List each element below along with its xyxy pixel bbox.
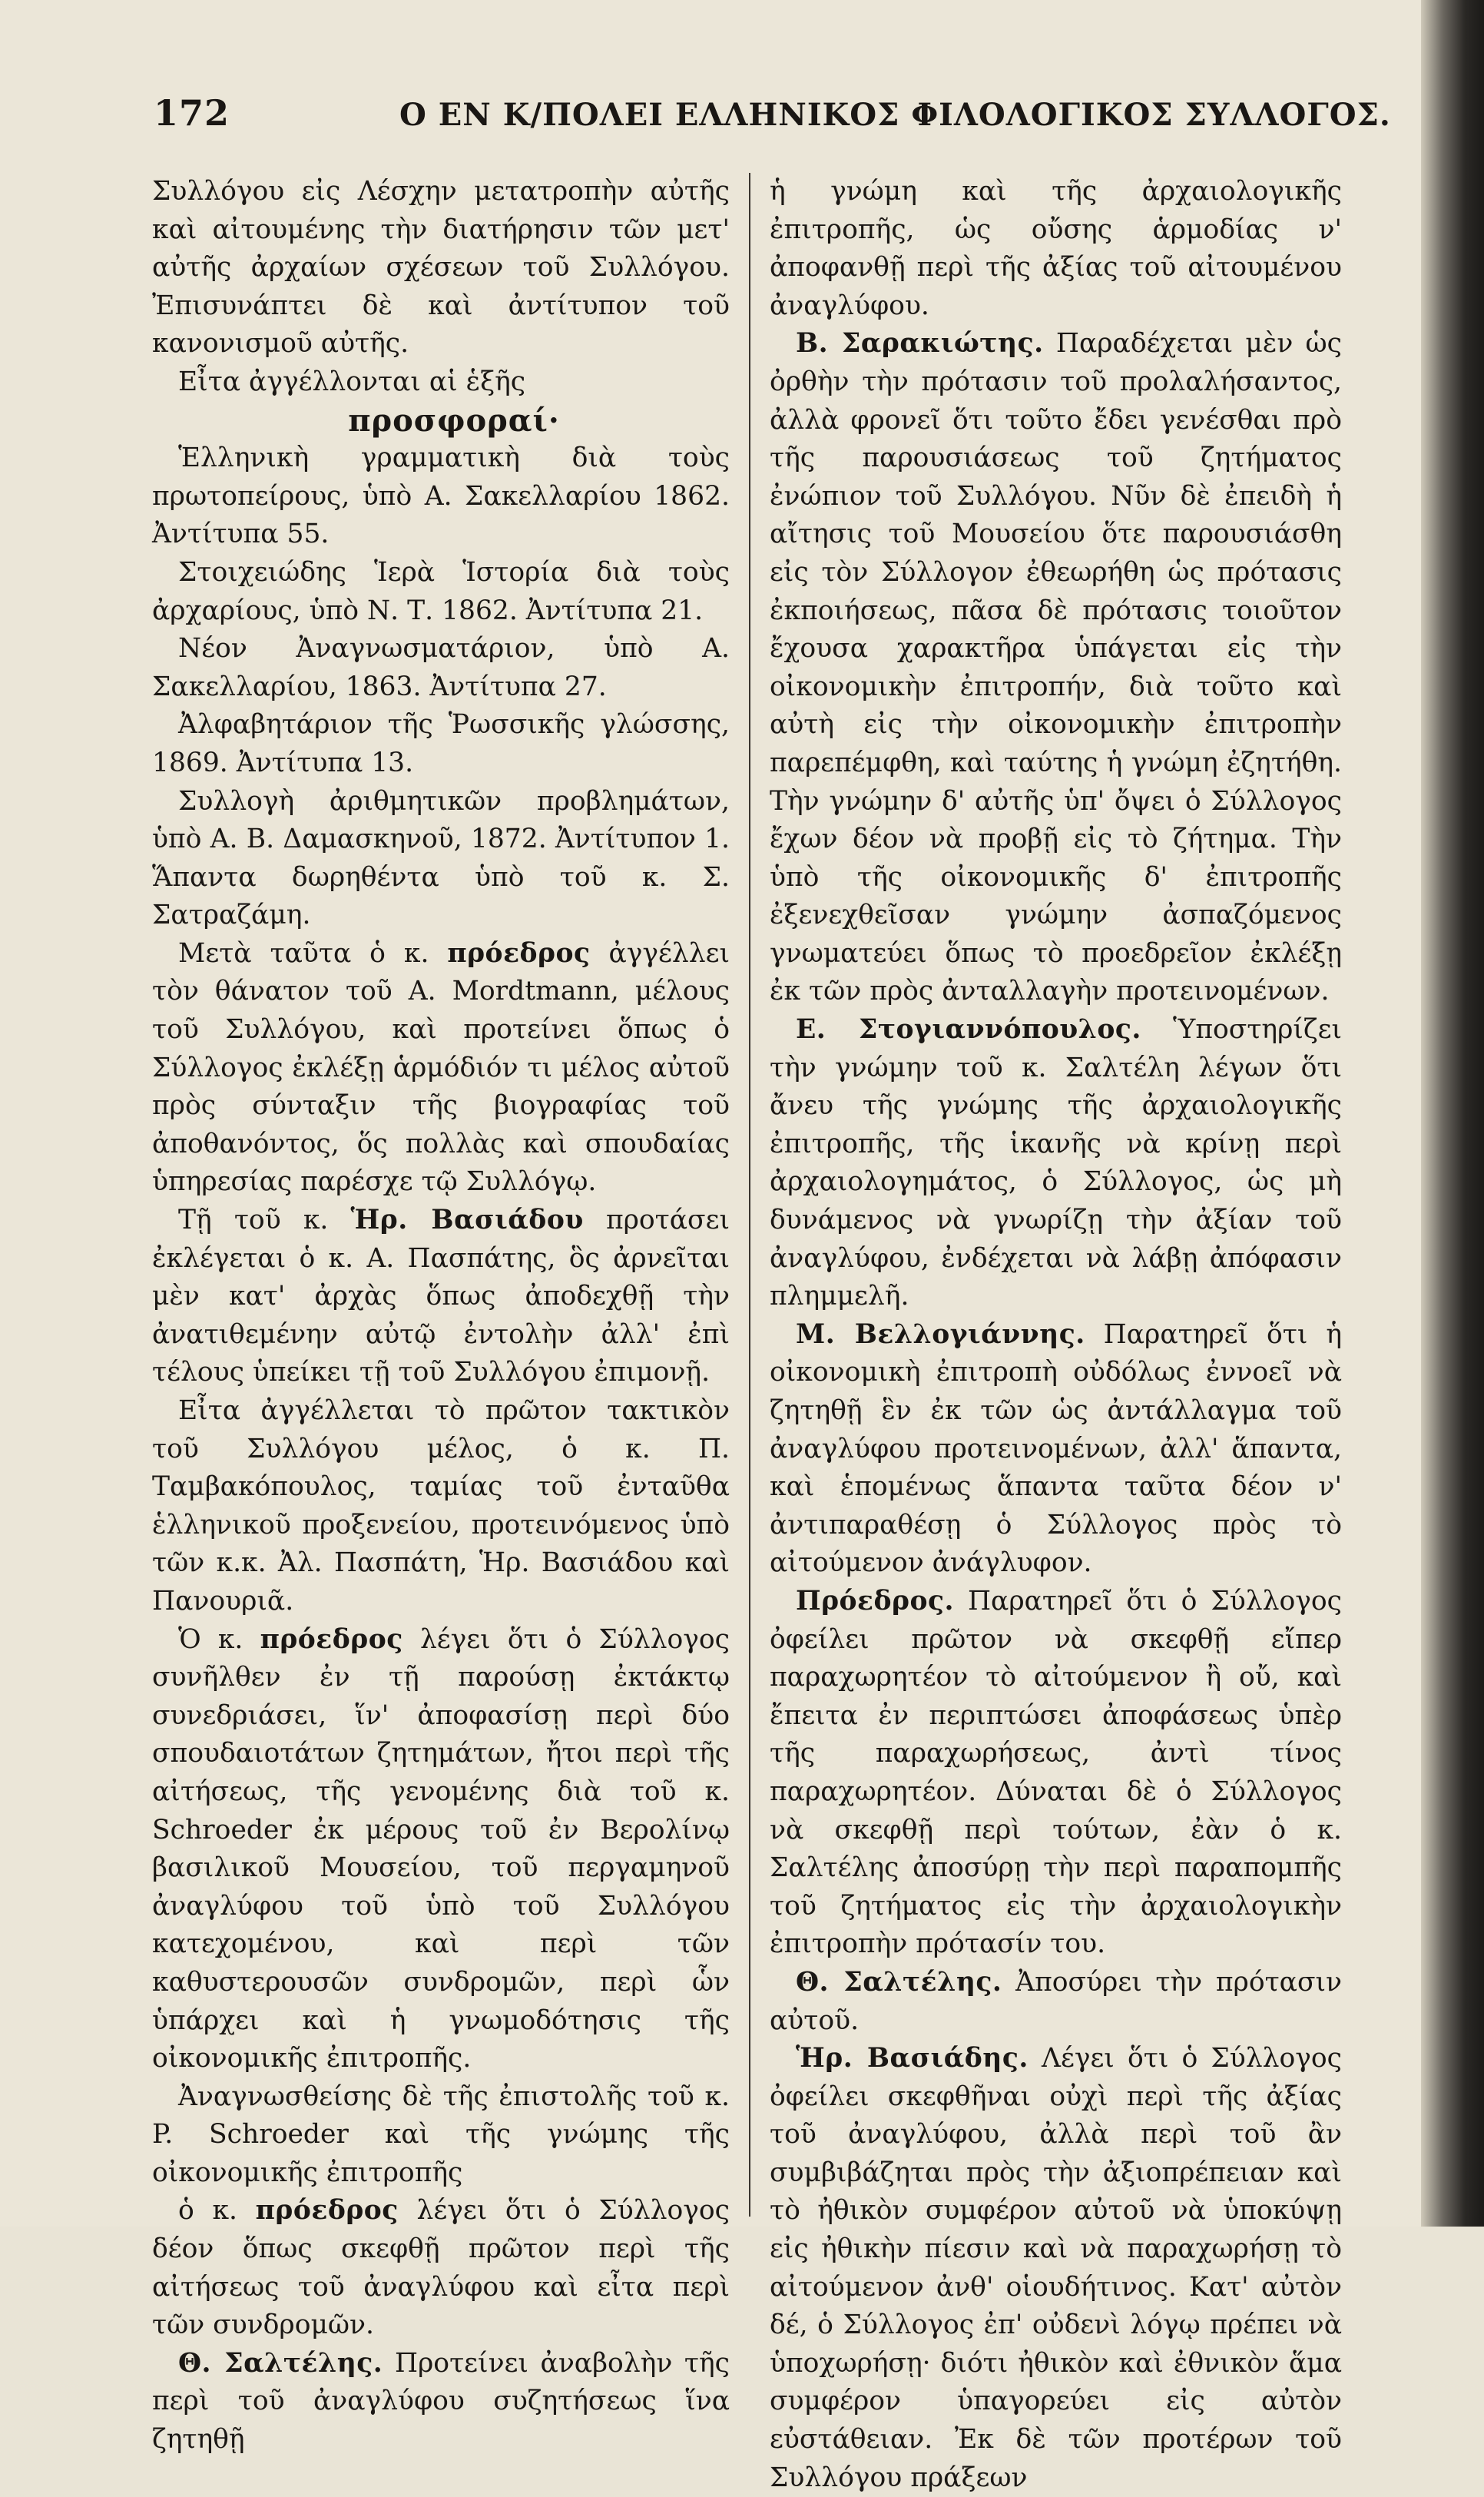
paragraph [770, 2040, 1342, 2497]
section-heading: προσφοραί· [348, 402, 560, 439]
paragraph [152, 1621, 730, 2078]
text-run: Προτείνει ἀναβολὴν τῆς περὶ τοῦ ἀναγλύφου συζητήσεως ἵνα ζητηθῇ [152, 2347, 730, 2456]
running-header [154, 92, 1391, 154]
speaker-name: Πρόεδρος. [796, 1585, 954, 1617]
speaker-name: Ἡρ. Βασιάδης. [796, 2043, 1029, 2074]
speaker-name: Θ. Σαλτέλης. [796, 1966, 1002, 1998]
speaker-name: πρόεδρος [255, 2195, 399, 2227]
text-run: ἀγγέλλει τὸν θάνατον τοῦ Α. Mordtmann, μέλους τοῦ Συλλόγου, καὶ προτείνει ὅπως ὁ Σύλλογος ἐκλέξῃ ἁρμόδιόν τι μέλος αὐτοῦ πρὸς σύνταξιν τῆς βιογραφίας τοῦ ἀποθανόντος, ὅς πολλὰς καὶ σπουδαίας ὑπηρεσίας παρέσχε τῷ Συλλόγῳ. [152, 937, 730, 1198]
speaker-name: Β. Σαρακιώτης. [796, 328, 1044, 360]
paragraph [152, 2192, 730, 2344]
book-gutter-shadow [1421, 0, 1484, 2227]
paragraph: ἡ γνώμη καὶ τῆς ἀρχαιολογικῆς ἐπιτροπῆς, ὡς οὔσης ἁρμοδίας ν' ἀποφανθῇ περὶ τῆς ἀξίας τοῦ αἰτουμένου ἀναγλύφου. [770, 176, 1342, 321]
text-run: Μετὰ ταῦτα ὁ κ. [178, 937, 429, 969]
paragraph: Εἶτα ἀγγέλλεται τὸ πρῶτον τακτικὸν τοῦ Συλλόγου μέλος, ὁ κ. Π. Ταμβακόπουλος, ταμίας τοῦ ἐνταῦθα ἑλληνικοῦ προξενείου, προτεινόμενος ὑπὸ τῶν κ.κ. Ἀλ. Πασπάτη, Ἡρ. Βασιάδου καὶ Πανουριᾶ. [152, 1395, 730, 1617]
speaker-name: Θ. Σαλτέλης. [178, 2347, 383, 2379]
text-run: Ὁ κ. [178, 1623, 243, 1655]
paragraph: Ἀλφαβητάριον τῆς Ῥωσσικῆς γλώσσης, 1869. Ἀντίτυπα 13. [152, 709, 730, 778]
text-run: λέγει ὅτι ὁ Σύλλογος δέον ὅπως σκεφθῇ πρῶτον περὶ τῆς αἰτήσεως τοῦ ἀναγλύφου καὶ εἶτα περὶ τῶν συνδρομῶν. [152, 2195, 730, 2341]
text-run: λέγει ὅτι ὁ Σύλλογος συνῆλθεν ἐν τῇ παρούσῃ ἐκτάκτῳ συνεδριάσει, ἵν' ἀποφασίσῃ περὶ δύο σπουδαιοτάτων ζητημάτων, ἤτοι περὶ τῆς αἰτήσεως, τῆς γενομένης διὰ τοῦ κ. Schroeder ἐκ μέρους τοῦ ἐν Βερολίνῳ βασιλικοῦ Μουσείου, τοῦ περγαμηνοῦ ἀναγλύφου τοῦ ὑπὸ τοῦ Συλλόγου κατεχομένου, καὶ περὶ τῶν καθυστερουσῶν συνδρομῶν, περὶ ὧν ὑπάρχει καὶ ἡ γνωμοδότησις τῆς οἰκονομικῆς ἐπιτροπῆς. [152, 1623, 730, 2074]
paragraph: Στοιχειώδης Ἱερὰ Ἱστορία διὰ τοὺς ἀρχαρίους, ὑπὸ Ν. Τ. 1862. Ἀντίτυπα 21. [152, 556, 730, 626]
paragraph: Συλλόγου εἰς Λέσχην μετατροπὴν αὐτῆς καὶ αἰτουμένης τὴν διατήρησιν τῶν μετ' αὐτῆς ἀρχαίων σχέσεων τοῦ Συλλόγου. Ἐπισυνάπτει δὲ καὶ ἀντίτυπον τοῦ κανονισμοῦ αὐτῆς. [152, 176, 730, 360]
text-run: Τῇ τοῦ κ. [178, 1205, 329, 1236]
text-run: Παρατηρεῖ ὅτι ὁ Σύλλογος ὀφείλει πρῶτον νὰ σκεφθῇ εἴπερ παραχωρητέον τὸ αἰτούμενον ἢ οὔ, καὶ ἔπειτα ἐν περιπτώσει ἀποφάσεως ὑπὲρ τῆς παραχωρήσεως, ἀντὶ τίνος παραχωρητέον. Δύναται δὲ ὁ Σύλλογος νὰ σκεφθῇ περὶ τούτων, ἐὰν ὁ κ. Σαλτέλης ἀποσύρῃ τὴν περὶ παραπομπῆς τοῦ ζητήματος εἰς τὴν ἀρχαιολογικὴν ἐπιτροπὴν πρότασίν του. [770, 1585, 1342, 1960]
running-title: Ο ΕΝ Κ/ΠΟΛΕΙ ΕΛΛΗΝΙΚΟΣ ΦΙΛΟΛΟΓΙΚΟΣ ΣΥΛΛΟΓΟΣ. [399, 97, 1391, 133]
paragraph [770, 1011, 1342, 1316]
right-column [770, 173, 1342, 2497]
text-run: Ὑποστηρίζει τὴν γνώμην τοῦ κ. Σαλτέλη λέγων ὅτι ἄνευ τῆς γνώμης τῆς ἀρχαιολογικῆς ἐπιτροπῆς, τῆς ἱκανῆς νὰ κρίνῃ περὶ ἀρχαιολογημάτος, ὁ Σύλλογος, ὡς μὴ δυνάμενος νὰ γνωρίζῃ τὴν ἀξίαν τοῦ ἀναγλύφου, ἐνδέχεται νὰ λάβῃ ἀπόφασιν πλημμελῆ. [770, 1014, 1342, 1312]
paragraph [770, 1316, 1342, 1583]
text-run: Λέγει ὅτι ὁ Σύλλογος ὀφείλει σκεφθῆναι οὐχὶ περὶ τῆς ἀξίας τοῦ ἀναγλύφου, ἀλλὰ περὶ τοῦ ἂν συμβιβάζηται πρὸς τὴν ἀξιοπρέπειαν καὶ τὸ ἠθικὸν συμφέρον αὐτοῦ νὰ ὑποκύψῃ εἰς ἠθικὴν πίεσιν καὶ νὰ παραχωρήσῃ τὸ αἰτούμενον ἀνθ' οἱουδήτινος. Κατ' αὐτὸν δέ, ὁ Σύλλογος ἐπ' οὐδενὶ λόγῳ πρέπει νὰ ὑποχωρήσῃ· διότι ἠθικὸν καὶ ἐθνικὸν ἅμα συμφέρον ὑπαγορεύει εἰς αὐτὸν εὐστάθειαν. Ἐκ δὲ τῶν προτέρων τοῦ Συλλόγου πράξεων [770, 2043, 1342, 2493]
paragraph [152, 2345, 730, 2459]
speaker-name: πρόεδρος [260, 1623, 403, 1655]
speaker-name: Μ. Βελλογιάννης. [796, 1318, 1085, 1350]
paragraph: Εἶτα ἀγγέλλονται αἱ ἑξῆς [178, 366, 526, 397]
text-run: προτάσει ἐκλέγεται ὁ κ. Α. Πασπάτης, ὃς ἀρνεῖται μὲν κατ' ἀρχὰς ὅπως ἀποδεχθῇ τὴν ἀνατιθεμένην αὐτῷ ἐντολὴν ἀλλ' ἐπὶ τέλους ὑπείκει τῇ τοῦ Συλλόγου ἐπιμονῇ. [152, 1205, 730, 1388]
paragraph: Νέον Ἀναγνωσματάριον, ὑπὸ Α. Σακελλαρίου, 1863. Ἀντίτυπα 27. [152, 633, 730, 702]
speaker-name: Ἡρ. Βασιάδου [350, 1205, 584, 1236]
text-run: Παρατηρεῖ ὅτι ἡ οἰκονομικὴ ἐπιτροπὴ οὐδόλως ἐννοεῖ νὰ ζητηθῇ ἓν ἐκ τῶν ὡς ἀντάλλαγμα τοῦ ἀναγλύφου προτεινομένων, ἀλλ' ἅπαντα, καὶ ἑπομένως ἅπαντα ταῦτα δέον ν' ἀντιπαραθέσῃ ὁ Σύλλογος πρὸς τὸ αἰτούμενον ἀνάγλυφον. [770, 1318, 1343, 1579]
paragraph: Συλλογὴ ἀριθμητικῶν προβλημάτων, ὑπὸ Α. Β. Δαμασκηνοῦ, 1872. Ἀντίτυπον 1. Ἅπαντα δωρηθέντα ὑπὸ τοῦ κ. Σ. Σατραζάμη. [152, 785, 730, 931]
text-run: ὁ κ. [178, 2195, 237, 2227]
left-column [152, 173, 730, 2459]
speaker-name: Ε. Στογιαννόπουλος. [796, 1014, 1141, 1046]
text-run: Παραδέχεται μὲν ὡς ὀρθὴν τὴν πρότασιν τοῦ προλαλήσαντος, ἀλλὰ φρονεῖ ὅτι τοῦτο ἔδει γενέσθαι πρὸ τῆς παρουσιάσεως τοῦ ζητήματος ἐνώπιον τοῦ Συλλόγου. Νῦν δὲ ἐπειδὴ ἡ αἴτησις τοῦ Μουσείου ὅτε παρουσιάσθη εἰς τὸν Σύλλογον ἐθεωρήθη ὡς πρότασις ἐκποιήσεως, πᾶσα δὲ πρότασις τοιοῦτον ἔχουσα χαρακτῆρα ὑπάγεται εἰς τὴν οἰκονομικὴν ἐπιτροπήν, διὰ τοῦτο καὶ αὐτὴ εἰς τὴν οἰκονομικὴν ἐπιτροπὴν παρεπέμφθη, καὶ ταύτης ἡ γνώμη ἐζητήθη. Τὴν γνώμην δ' αὐτῆς ὑπ' ὄψει ὁ Σύλλογος ἔχων δέον νὰ προβῇ εἰς τὸ ζήτημα. Τὴν ὑπὸ τῆς οἰκονομικῆς δ' ἐπιτροπῆς ἐξενεχθεῖσαν γνώμην ἀσπαζόμενος γνωματεύει ὅπως τὸ προεδρεῖον ἐκλέξῃ ἐκ τῶν πρὸς ἀνταλλαγὴν προτεινομένων. [770, 328, 1342, 1007]
speaker-name: πρόεδρος [447, 937, 591, 969]
paragraph [770, 1583, 1342, 1964]
page-number: 172 [154, 92, 230, 134]
paragraph [152, 935, 730, 1202]
paragraph: Ἑλληνικὴ γραμματικὴ διὰ τοὺς πρωτοπείρους, ὑπὸ Α. Σακελλαρίου 1862. Ἀντίτυπα 55. [152, 443, 730, 550]
paragraph [770, 1964, 1342, 2040]
column-divider [749, 173, 750, 2217]
paragraph [770, 325, 1342, 1011]
paragraph [152, 1202, 730, 1392]
text-run: Ἀποσύρει τὴν πρότασιν αὐτοῦ. [770, 1966, 1343, 2036]
paragraph: Ἀναγνωσθείσης δὲ τῆς ἐπιστολῆς τοῦ κ. P. Schroeder καὶ τῆς γνώμης τῆς οἰκονομικῆς ἐπιτροπῆς [152, 2081, 730, 2188]
